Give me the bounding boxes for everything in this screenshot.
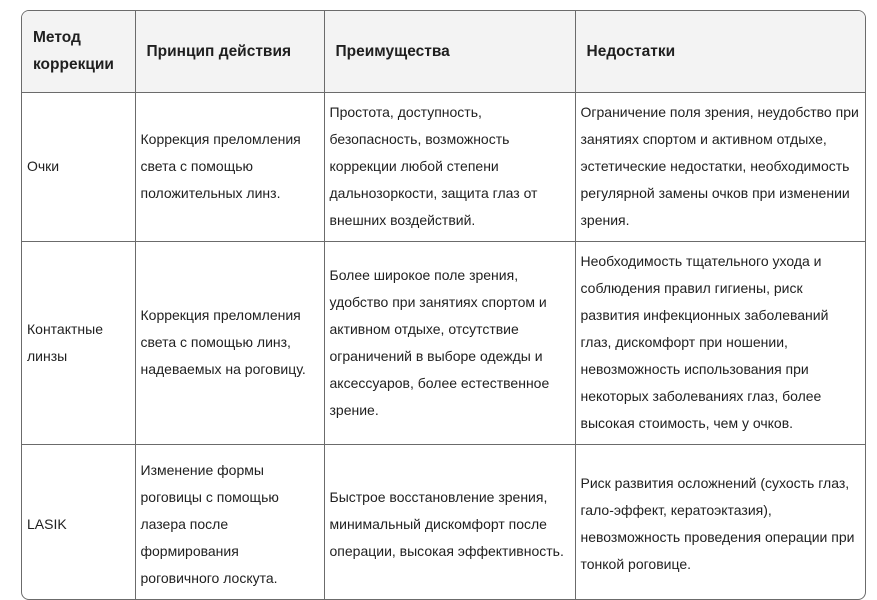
cell-advantages: Быстрое восстановление зрения, минимальный дискомфорт после операции, высокая эффективность. <box>324 444 575 600</box>
cell-disadvantages: Риск развития осложнений (сухость глаз, гало-эффект, кератоэктазия), невозможность проведения операции при тонкой роговице. <box>575 444 866 600</box>
cell-method: Очки <box>22 92 135 241</box>
table-row <box>22 444 866 600</box>
cell-advantages: Более широкое поле зрения, удобство при занятиях спортом и активном отдыхе, отсутствие ограничений в выборе одежды и аксессуаров, более естественное зрение. <box>324 241 575 444</box>
header-principle: Принцип действия <box>135 11 324 92</box>
table-row <box>22 92 866 241</box>
cell-principle: Коррекция преломления света с помощью линз, надеваемых на роговицу. <box>135 241 324 444</box>
cell-disadvantages: Необходимость тщательного ухода и соблюдения правил гигиены, риск развития инфекционных заболеваний глаз, дискомфорт при ношении, невозможность использования при некоторых заболеваниях глаз, более высокая стоимость, чем у очков. <box>575 241 866 444</box>
header-advantages: Преимущества <box>324 11 575 92</box>
header-disadvantages: Недостатки <box>575 11 866 92</box>
cell-method: Контактные линзы <box>22 241 135 444</box>
header-row <box>22 11 866 92</box>
header-method: Метод коррекции <box>22 11 135 92</box>
cell-disadvantages: Ограничение поля зрения, неудобство при занятиях спортом и активном отдыхе, эстетические недостатки, необходимость регулярной замены очков при изменении зрения. <box>575 92 866 241</box>
table-body <box>22 92 866 600</box>
comparison-table-container <box>21 10 866 600</box>
table-row <box>22 241 866 444</box>
cell-method: LASIK <box>22 444 135 600</box>
cell-principle: Изменение формы роговицы с помощью лазера после формирования роговичного лоскута. <box>135 444 324 600</box>
cell-advantages: Простота, доступность, безопасность, возможность коррекции любой степени дальнозоркости, защита глаз от внешних воздействий. <box>324 92 575 241</box>
table-header <box>22 11 866 92</box>
cell-principle: Коррекция преломления света с помощью положительных линз. <box>135 92 324 241</box>
vision-correction-comparison-table <box>22 11 866 600</box>
